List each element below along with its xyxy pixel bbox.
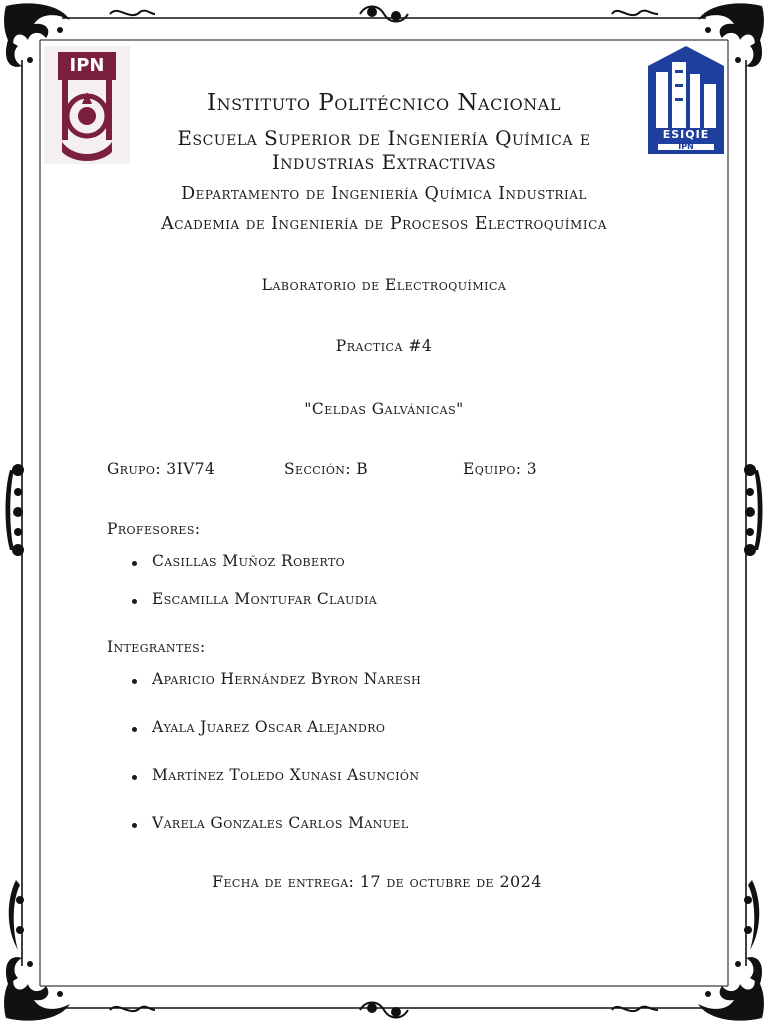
school-name-line1: Escuela Superior de Ingeniería Química e [177,126,591,150]
practice-number: Practica #4 [335,337,433,355]
members-heading: Integrantes: [107,638,206,656]
delivery-date: Fecha de entrega: 17 de octubre de 2024 [212,872,542,891]
corner-ornament-bottom-left [4,957,70,1021]
list-item: Escamilla Montufar Claudia [107,590,377,608]
group-label: Grupo: 3IV74 [107,460,216,478]
members-list [107,670,421,832]
professors-heading: Profesores: [107,520,201,538]
section-label: Sección: B [284,460,369,478]
school-name-line2: Industrias Extractivas [271,150,497,174]
academy-name: Academia de Ingeniería de Procesos Electroquímica [161,214,607,234]
professors-list [107,552,377,608]
team-label: Equipo: 3 [463,460,537,478]
institution-name: Instituto Politécnico Nacional [207,90,561,116]
esiqie-logo-text: ESIQIE [662,128,710,141]
corner-ornament-bottom-right [698,957,764,1021]
bottom-flourishes [110,1003,658,1018]
list-item: Ayala Juarez Oscar Alejandro [107,718,421,736]
ipn-logo-text: IPN [69,55,105,76]
school-name [0,126,768,174]
esiqie-logo-subtext: IPN [678,142,694,151]
list-item: Casillas Muñoz Roberto [107,552,377,570]
laboratory-name: Laboratorio de Electroquímica [261,276,507,294]
department-name: Departamento de Ingeniería Química Industrial [181,184,587,204]
list-item: Varela Gonzales Carlos Manuel [107,814,421,832]
list-item: Aparicio Hernández Byron Naresh [107,670,421,688]
top-flourishes [110,7,658,22]
list-item: Martínez Toledo Xunasi Asunción [107,766,421,784]
practice-title: "Celdas Galvánicas" [304,400,464,418]
